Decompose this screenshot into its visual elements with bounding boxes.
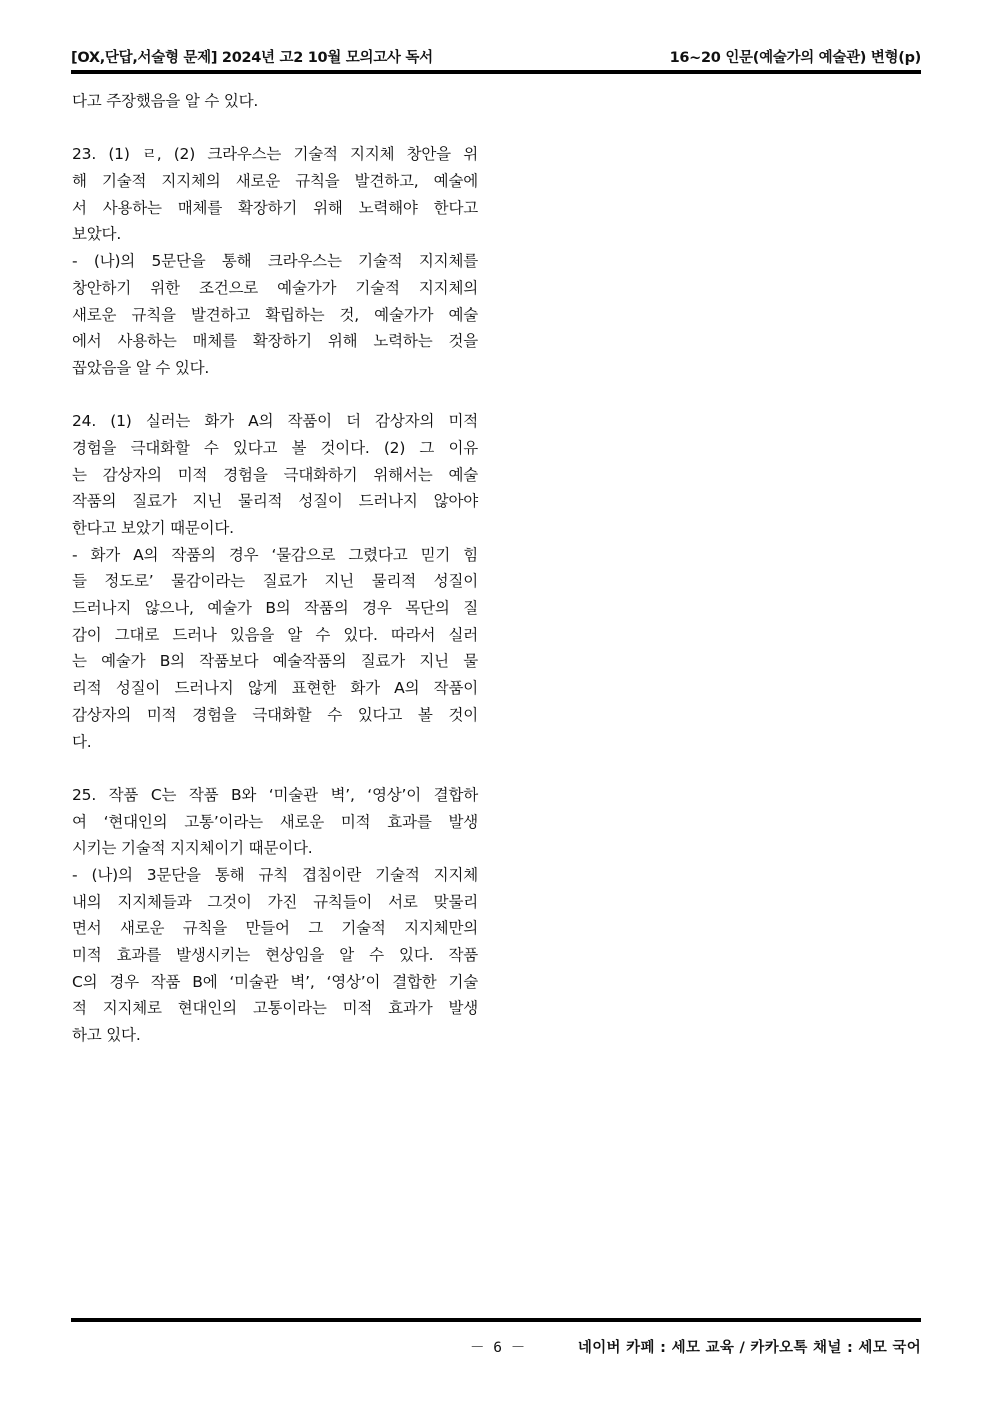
answer-24 [72, 408, 478, 755]
text-line: 작품의 질료가 지닌 물리적 성질이 드러나지 않아야 [72, 492, 478, 511]
header-title: [OX,단답,서술형 문제] 2024년 고2 10월 모의고사 독서 [71, 50, 433, 66]
text-line: 한다고 보았기 때문이다. [72, 519, 234, 537]
text-line: 면서 새로운 규칙을 만들어 그 기술적 지지체만의 [72, 919, 478, 938]
text-line: 여 ‘현대인의 고통’이라는 새로운 미적 효과를 발생 [72, 812, 478, 831]
text-line: 해 기술적 지지체의 새로운 규칙을 발견하고, 예술에 [72, 172, 478, 191]
text-line: 24. (1) 실러는 화가 A의 작품이 더 감상자의 미적 [72, 412, 478, 431]
page-number: － 6 － [470, 1340, 526, 1356]
answer-column [72, 88, 478, 1049]
header-subtitle: 16~20 인문(예술가의 예술관) 변형(p) [669, 50, 921, 66]
paragraph-spacer [72, 115, 478, 142]
text-line: 내의 지지체들과 그것이 가진 규칙들이 서로 맞물리 [72, 892, 478, 911]
text-line: 는 감상자의 미적 경험을 극대화하기 위해서는 예술 [72, 465, 478, 484]
text-line: 미적 효과를 발생시키는 현상임을 알 수 있다. 작품 [72, 946, 478, 964]
text-line: 새로운 규칙을 발견하고 확립하는 것, 예술가가 예술 [72, 305, 478, 324]
text-line: 감이 그대로 드러나 있음을 알 수 있다. 따라서 실러 [72, 625, 478, 644]
intro-paragraph [72, 88, 478, 115]
text-line: 23. (1) ㄹ, (2) 크라우스는 기술적 지지체 창안을 위 [72, 145, 478, 164]
text-line: 서 사용하는 매체를 확장하기 위해 노력해야 한다고 [72, 198, 478, 217]
footer-divider [71, 1318, 921, 1322]
text-line: C의 경우 작품 B에 ‘미술관 벽’, ‘영상’이 결합한 기술 [72, 972, 478, 991]
text-line: 창안하기 위한 조건으로 예술가가 기술적 지지체의 [72, 278, 478, 297]
text-line: 보았다. [72, 225, 122, 244]
text-line: 시키는 기술적 지지체이기 때문이다. [72, 839, 313, 858]
text-line: 드러나지 않으나, 예술가 B의 작품의 경우 목단의 질 [72, 599, 478, 618]
text-line: - (나)의 5문단을 통해 크라우스는 기술적 지지체를 [72, 252, 478, 271]
page-footer [71, 1336, 921, 1358]
text-line: 는 예술가 B의 작품보다 예술작품의 질료가 지닌 물 [72, 652, 478, 671]
text-line: 감상자의 미적 경험을 극대화할 수 있다고 볼 것이 [72, 705, 478, 724]
text-line: 에서 사용하는 매체를 확장하기 위해 노력하는 것을 [72, 332, 478, 351]
text-line: 리적 성질이 드러나지 않게 표현한 화가 A의 작품이 [72, 679, 478, 698]
paragraph-spacer [72, 382, 478, 409]
page-header [71, 44, 921, 66]
text-line: - (나)의 3문단을 통해 규칙 겹침이란 기술적 지지체 [72, 865, 478, 884]
text-line: 다고 주장했음을 알 수 있다. [72, 92, 259, 110]
answer-25 [72, 782, 478, 1049]
answer-23 [72, 141, 478, 381]
footer-channel-info: 네이버 카페 : 세모 교육 / 카카오톡 채널 : 세모 국어 [577, 1340, 921, 1356]
text-line: 25. 작품 C는 작품 B와 ‘미술관 벽’, ‘영상’이 결합하 [72, 785, 478, 804]
text-line: 다. [72, 732, 92, 751]
text-line: 들 정도로’ 물감이라는 질료가 지닌 물리적 성질이 [72, 572, 478, 591]
paragraph-spacer [72, 755, 478, 782]
text-line: 경험을 극대화할 수 있다고 볼 것이다. (2) 그 이유 [72, 438, 478, 457]
text-line: 하고 있다. [72, 1026, 141, 1045]
text-line: - 화가 A의 작품의 경우 ‘물감으로 그렸다고 믿기 힘 [72, 545, 478, 564]
text-line: 꼽았음을 알 수 있다. [72, 358, 210, 377]
header-divider [71, 70, 921, 74]
text-line: 적 지지체로 현대인의 고통이라는 미적 효과가 발생 [72, 999, 478, 1018]
